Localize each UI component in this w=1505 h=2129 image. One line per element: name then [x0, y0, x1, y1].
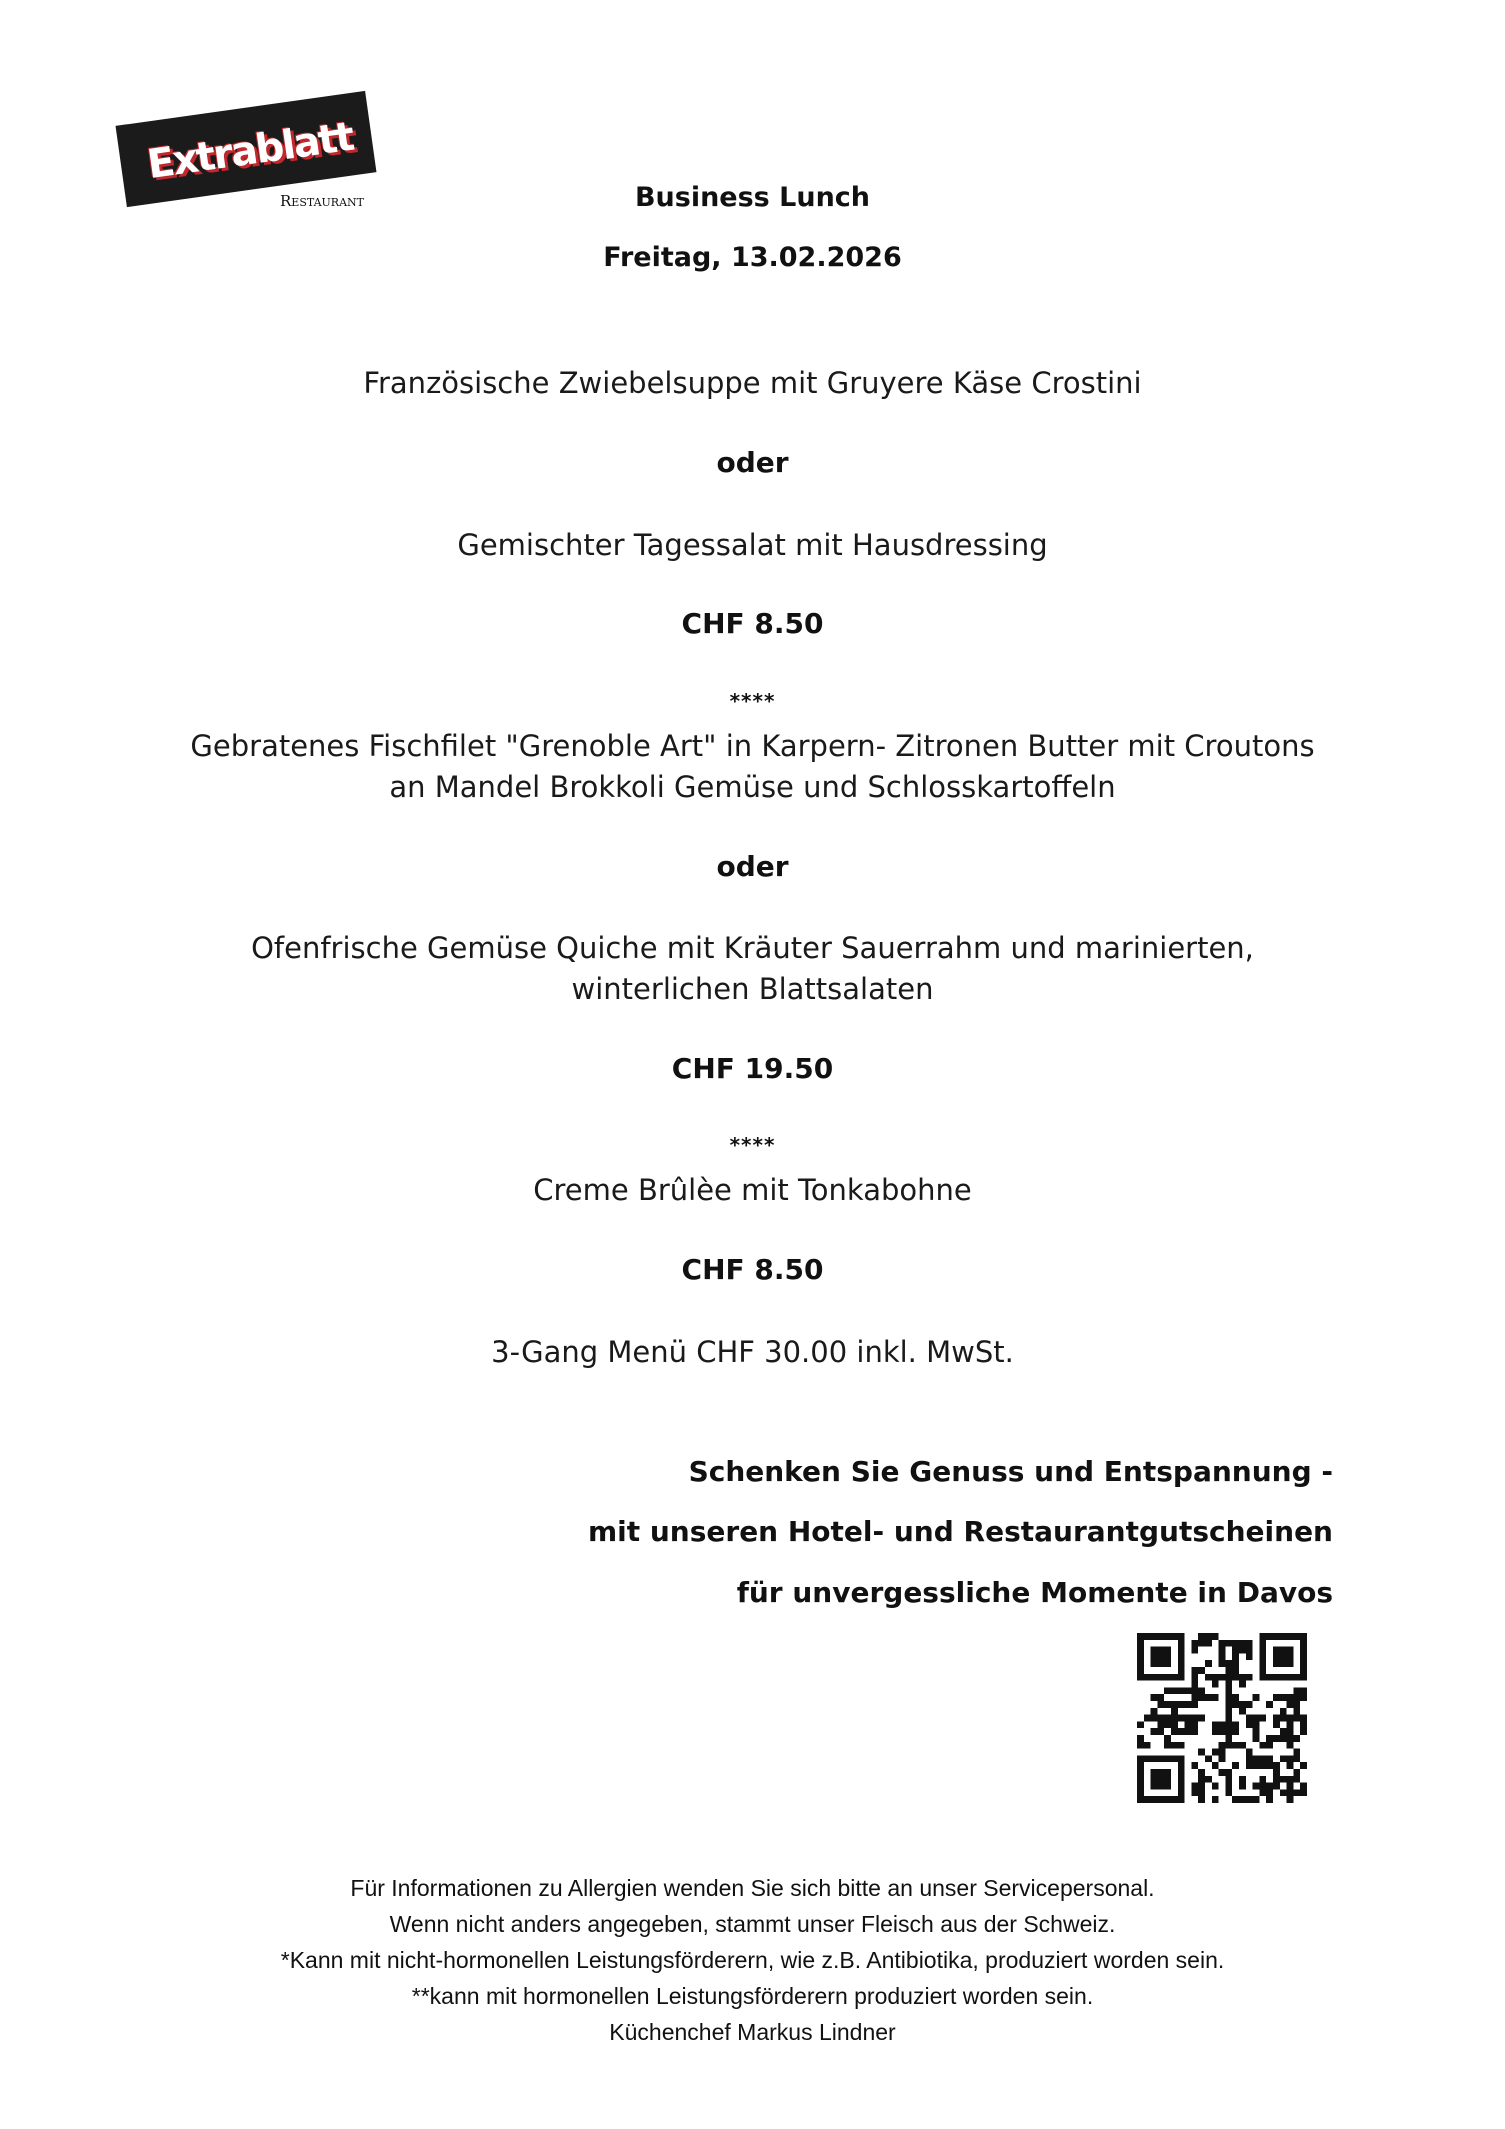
logo-brand: Extrablatt	[144, 113, 356, 189]
main-price: CHF 19.50	[671, 1052, 834, 1085]
main-option-1-line-2: an Mandel Brokkoli Gemüse und Schlosskartoffeln	[389, 770, 1116, 804]
set-menu-price: 3-Gang Menü CHF 30.00 inkl. MwSt.	[491, 1335, 1014, 1369]
starter-option-2: Gemischter Tagessalat mit Hausdressing	[457, 528, 1048, 562]
head-chef: Küchenchef Markus Lindner	[609, 2019, 896, 2045]
or-separator-2: oder	[716, 850, 789, 883]
promo-line-2: mit unseren Hotel- und Restaurantgutscheinen	[587, 1515, 1333, 1548]
logo-subtitle: Restaurant	[280, 192, 364, 210]
non-hormonal-note: *Kann mit nicht-hormonellen Leistungsförderern, wie z.B. Antibiotika, produziert worden sein.	[280, 1947, 1225, 1973]
promo-line-1: Schenken Sie Genuss und Entspannung -	[688, 1455, 1333, 1488]
dessert-price: CHF 8.50	[681, 1253, 824, 1286]
course-separator-1: ****	[729, 689, 776, 713]
promo-line-3: für unvergessliche Momente in Davos	[736, 1576, 1333, 1609]
main-option-2-line-2: winterlichen Blattsalaten	[571, 972, 934, 1006]
voucher-qr-code[interactable]	[1137, 1633, 1307, 1803]
main-option-2-line-1: Ofenfrische Gemüse Quiche mit Kräuter Sauerrahm und marinierten,	[251, 931, 1254, 965]
main-option-1-line-1: Gebratenes Fischfilet "Grenoble Art" in Karpern- Zitronen Butter mit Croutons	[190, 729, 1315, 763]
meat-origin-info: Wenn nicht anders angegeben, stammt unser Fleisch aus der Schweiz.	[389, 1911, 1116, 1937]
starter-option-1: Französische Zwiebelsuppe mit Gruyere Käse Crostini	[363, 366, 1142, 400]
menu-date: Freitag, 13.02.2026	[603, 242, 902, 273]
hormonal-note: **kann mit hormonellen Leistungsförderern produziert worden sein.	[411, 1983, 1094, 2009]
course-separator-2: ****	[729, 1133, 776, 1157]
starter-price: CHF 8.50	[681, 607, 824, 640]
page-title: Business Lunch	[634, 182, 871, 213]
allergy-info: Für Informationen zu Allergien wenden Sie sich bitte an unser Servicepersonal.	[350, 1875, 1155, 1901]
dessert-option: Creme Brûlèe mit Tonkabohne	[533, 1173, 972, 1207]
or-separator-1: oder	[716, 446, 789, 479]
